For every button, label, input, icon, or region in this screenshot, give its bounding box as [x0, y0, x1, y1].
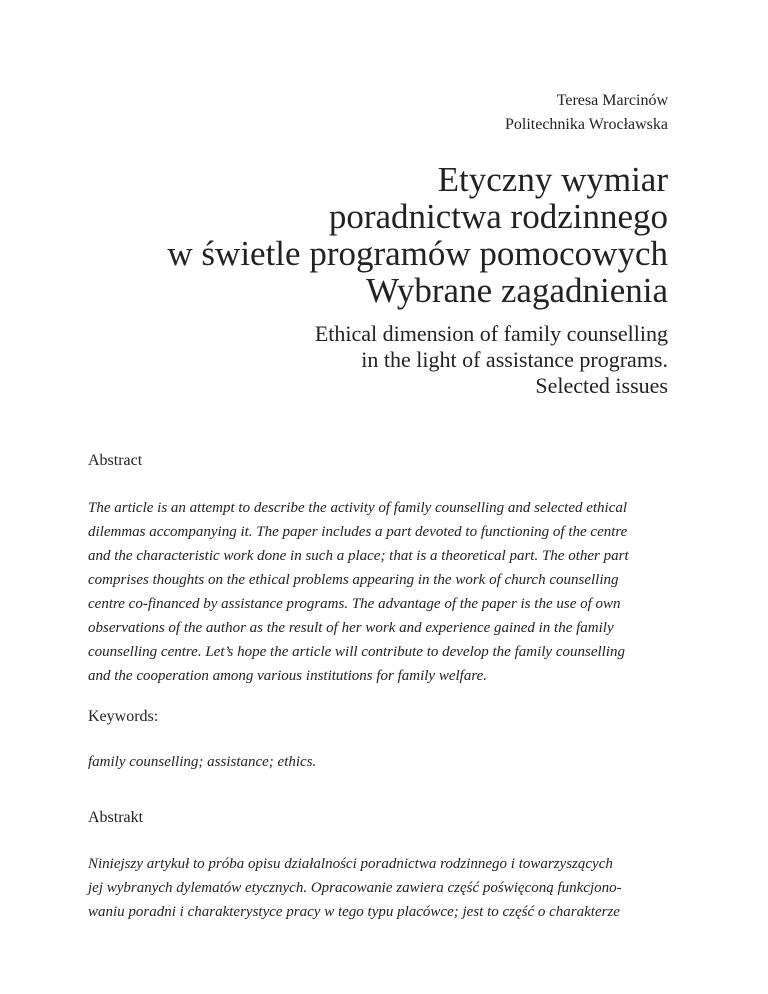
- keywords-heading: Keywords:: [88, 708, 159, 725]
- title-line: poradnictwa rodzinnego: [328, 197, 668, 236]
- title-line: Etyczny wymiar: [437, 160, 668, 199]
- abstract-line: and the characteristic work done in such a place; that is a theoretical part. The other part: [88, 548, 629, 564]
- paper-subtitle: [315, 321, 668, 399]
- author-block: [505, 89, 668, 137]
- abstrakt-line: waniu poradni i charakterystyce pracy w tego typu placówce; jest to część o charakterze: [88, 904, 620, 920]
- abstract-line: The article is an attempt to describe the activity of family counselling and selected ethical: [88, 500, 628, 516]
- abstract-line: observations of the author as the result of her work and experience gained in the family: [88, 620, 614, 636]
- paper-title: [167, 161, 668, 309]
- keywords-line: family counselling; assistance; ethics.: [88, 754, 317, 770]
- abstract-line: comprises thoughts on the ethical problems appearing in the work of church counselling: [88, 572, 619, 588]
- subtitle-line: Ethical dimension of family counselling: [314, 321, 668, 346]
- abstrakt-line: jej wybranych dylematów etycznych. Opracowanie zawiera część poświęconą funkcjono-: [88, 880, 622, 896]
- abstract-heading: Abstract: [88, 452, 143, 469]
- author-name: Teresa Marcinów: [556, 92, 668, 109]
- abstrakt-text: [88, 852, 672, 924]
- abstrakt-line: Niniejszy artykuł to próba opisu działalności poradnictwa rodzinnego i towarzyszących: [88, 856, 613, 872]
- title-line: w świetle programów pomocowych: [167, 234, 668, 273]
- abstract-text: [88, 496, 672, 688]
- abstract-line: counselling centre. Let’s hope the article will contribute to develop the family counselling: [88, 644, 625, 660]
- abstrakt-heading: Abstrakt: [88, 809, 144, 826]
- title-line: Wybrane zagadnienia: [365, 271, 668, 310]
- subtitle-line: Selected issues: [535, 373, 668, 398]
- abstract-line: centre co-financed by assistance programs. The advantage of the paper is the use of own: [88, 596, 621, 612]
- author-affiliation: Politechnika Wrocławska: [504, 116, 668, 133]
- subtitle-line: in the light of assistance programs.: [361, 347, 668, 372]
- keywords-text: [88, 750, 672, 774]
- abstract-line: and the cooperation among various institutions for family welfare.: [88, 668, 488, 684]
- abstract-line: dilemmas accompanying it. The paper includes a part devoted to functioning of the centre: [88, 524, 628, 540]
